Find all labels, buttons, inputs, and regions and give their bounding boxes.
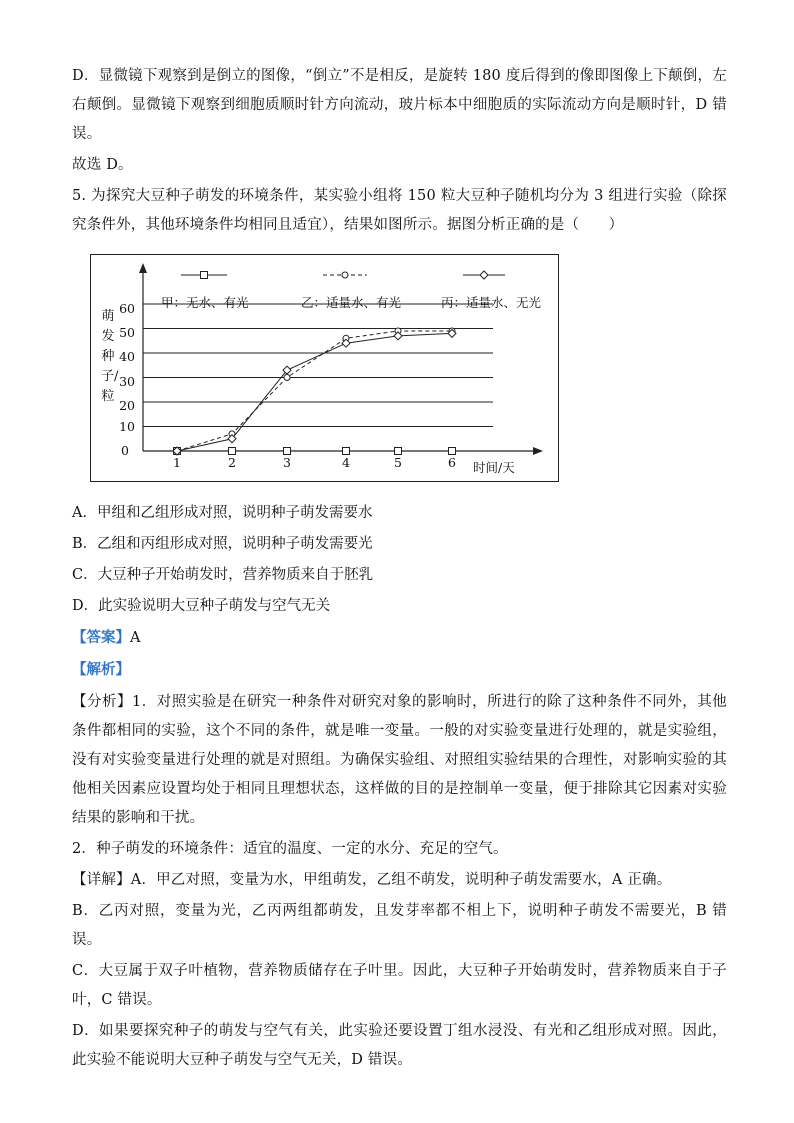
data-point-square (343, 448, 350, 455)
option-c: C．大豆种子开始萌发时，营养物质来自于胚乳 (72, 567, 374, 583)
question-stem: 5. 为探究大豆种子萌发的环境条件，某实验小组将 150 粒大豆种子随机均分为 3 组进行实验（除探究条件外，其他环境条件均相同且适宜），结果如图所示。据图分析正确的是（ ） (72, 188, 727, 233)
x-tick-label: 5 (394, 455, 402, 470)
series-line-2 (177, 331, 452, 451)
x-tick-label: 2 (228, 455, 236, 470)
analysis-paragraph: 【详解】A．甲乙对照，变量为水，甲组萌发，乙组不萌发，说明种子萌发需要水，A 正确。 (72, 872, 672, 888)
analysis-heading (72, 654, 727, 686)
legend-marker-circle (342, 272, 348, 278)
analysis-paragraph: C．大豆属于双子叶植物，营养物质储存在子叶里。因此，大豆种子开始萌发时，营养物质来自于子叶，C 错误。 (72, 963, 727, 1008)
document-page (72, 62, 727, 1075)
paragraph: 故选 D。 (72, 157, 133, 173)
y-axis-label: 萌发种子/粒 (101, 309, 119, 404)
y-tick-label: 50 (119, 325, 135, 340)
x-tick-label: 6 (448, 455, 456, 470)
x-axis-arrow (533, 447, 543, 455)
legend-label: 乙：适量水、有光 (301, 295, 402, 310)
legend-marker-diamond (480, 271, 488, 279)
legend-item-jia (161, 293, 249, 311)
analysis-paragraph: 2．种子萌发的环境条件：适宜的温度、一定的水分、充足的空气。 (72, 841, 508, 857)
analysis-paragraph: B．乙丙对照，变量为光，乙丙两组都萌发，且发芽率都不相上下，说明种子萌发不需要光，B 错误。 (72, 903, 727, 948)
analysis-paragraph: D．如果要探究种子的萌发与空气有关，此实验还要设置丁组水浸没、有光和乙组形成对照。因此，此实验不能说明大豆种子萌发与空气无关，D 错误。 (72, 1023, 727, 1068)
legend-item-bing (441, 293, 541, 311)
paragraph: D．显微镜下观察到是倒立的图像，“倒立”不是相反，是旋转 180 度后得到的像即图像上下颠倒，左右颠倒。显微镜下观察到细胞质顺时针方向流动，玻片标本中细胞质的实际流动方向是顺时针，D 错误。 (72, 68, 727, 142)
x-tick-label: 4 (342, 455, 350, 470)
x-axis-label: 时间/天 (473, 460, 515, 475)
option-b: B．乙组和丙组形成对照，说明种子萌发需要光 (72, 536, 373, 552)
y-tick-label: 10 (119, 419, 135, 434)
y-tick-label: 20 (119, 398, 135, 413)
option-d: D．此实验说明大豆种子萌发与空气无关 (72, 598, 331, 614)
data-point-circle (284, 375, 290, 381)
x-tick-label: 1 (173, 455, 181, 470)
legend-item-yi (301, 293, 401, 311)
y-tick-label: 40 (119, 349, 135, 364)
data-point-diamond (394, 332, 402, 340)
germination-chart (90, 254, 559, 482)
answer-tag: 【答案】 (72, 629, 130, 646)
y-tick-label: 30 (119, 374, 135, 389)
x-tick-label: 3 (283, 455, 291, 470)
legend-label: 丙：适量水、无光 (441, 295, 542, 310)
y-tick-label: 60 (119, 301, 135, 316)
answer-line (72, 622, 727, 654)
y-axis-arrow (139, 263, 147, 273)
data-point-square (395, 448, 402, 455)
answer-value: A (130, 630, 141, 646)
analysis-tag: 【解析】 (72, 661, 130, 678)
series-line-3 (177, 333, 452, 451)
chart-svg (91, 255, 558, 481)
legend-label: 甲：无水、有光 (161, 295, 249, 310)
data-point-square (229, 448, 236, 455)
option-a: A．甲组和乙组形成对照，说明种子萌发需要水 (72, 505, 373, 521)
legend-marker-square (201, 272, 208, 279)
data-point-square (284, 448, 291, 455)
analysis-paragraph: 【分析】1．对照实验是在研究一种条件对研究对象的影响时，所进行的除了这种条件不同外，其他条件都相同的实验，这个不同的条件，就是唯一变量。一般的对实验变量进行处理的，就是实验组，没有对实验变量进行处理的就是对照组。为确保实验组、对照组实验结果的合理性，对影响实验的其他相关因素应设置均处于相同且理想状态，这样做的目的是控制单一变量，便于排除其它因素对实验结果的影响和干扰。 (72, 694, 727, 826)
y-tick-label: 0 (121, 443, 129, 458)
data-point-square (449, 448, 456, 455)
